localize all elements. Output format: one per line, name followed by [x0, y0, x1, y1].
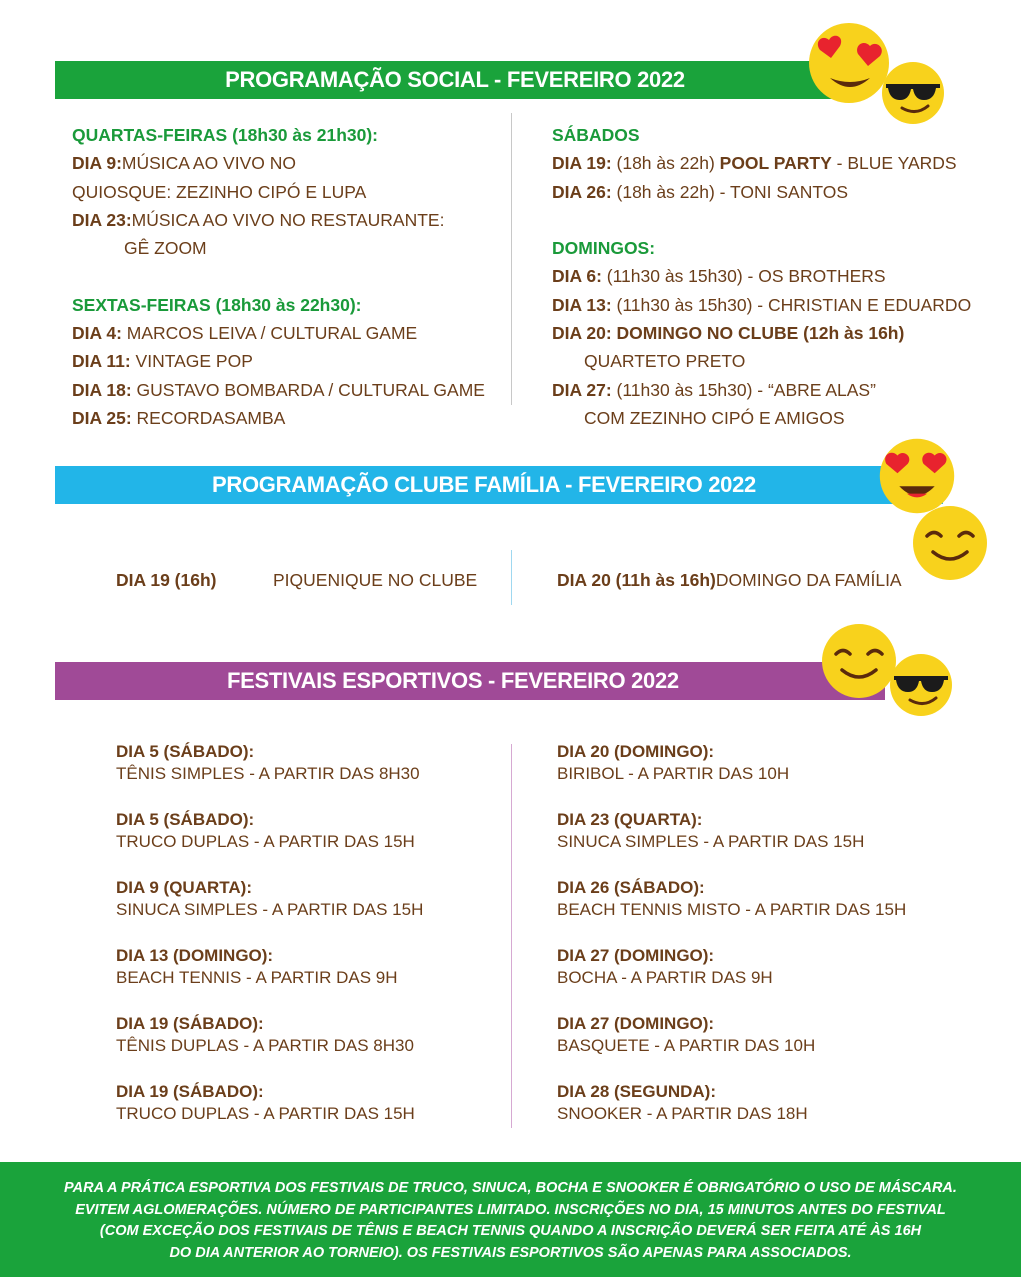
festival-text: SINUCA SIMPLES - A PARTIR DAS 15H — [557, 832, 865, 851]
festival-day: DIA 28 (SEGUNDA): — [557, 1082, 716, 1101]
sunglasses-emoji-icon — [888, 652, 954, 718]
dia-label: DIA 4: — [72, 323, 122, 343]
familia-column-divider — [511, 550, 512, 605]
festival-text: TRUCO DUPLAS - A PARTIR DAS 15H — [116, 832, 415, 851]
dia-label: DIA 6: — [552, 266, 602, 286]
familia-left-text: PIQUENIQUE NO CLUBE — [273, 570, 478, 590]
sextas-item — [72, 376, 485, 405]
festival-item — [116, 1013, 414, 1057]
social-column-divider — [511, 113, 512, 405]
familia-section-title: PROGRAMAÇÃO CLUBE FAMÍLIA - FEVEREIRO 2022 — [212, 472, 756, 497]
festivais-column-divider — [511, 744, 512, 1128]
quartas-dia23-line2: GÊ ZOOM — [124, 238, 207, 258]
event-text: GUSTAVO BOMBARDA / CULTURAL GAME — [131, 380, 485, 400]
smiling-emoji-icon — [911, 504, 989, 582]
quartas-dia23-line1 — [72, 206, 444, 235]
footer-line: (COM EXCEÇÃO DOS FESTIVAIS DE TÊNIS E BEACH TENNIS QUANDO A INSCRIÇÃO DEVERÁ SER FEITA ATÉ ÀS 16H — [99, 1223, 922, 1239]
festival-day: DIA 19 (SÁBADO): — [116, 1014, 264, 1033]
event-text: - BLUE YARDS — [831, 153, 957, 173]
social-section-title: PROGRAMAÇÃO SOCIAL - FEVEREIRO 2022 — [225, 67, 685, 92]
quartas-heading: QUARTAS-FEIRAS (18h30 às 21h30): — [72, 125, 379, 145]
dia-label: DIA 19: — [552, 153, 612, 173]
event-text: VINTAGE POP — [130, 351, 253, 371]
domingos-heading: DOMINGOS: — [552, 238, 656, 258]
event-text: RECORDASAMBA — [131, 408, 286, 428]
festival-day: DIA 5 (SÁBADO): — [116, 742, 255, 761]
domingos-dia13 — [552, 291, 971, 320]
quartas-dia9-line2: QUIOSQUE: ZEZINHO CIPÓ E LUPA — [72, 182, 367, 202]
sabados-dia19 — [552, 149, 957, 178]
dia-label: DIA 9: — [72, 153, 122, 173]
festival-item — [116, 741, 420, 785]
festival-item — [557, 741, 789, 785]
festival-day: DIA 9 (QUARTA): — [116, 878, 252, 897]
dia-label: DIA 11: — [72, 351, 131, 371]
festival-item — [557, 809, 864, 853]
festival-day: DIA 27 (DOMINGO): — [557, 1014, 715, 1033]
footer-line: DO DIA ANTERIOR AO TORNEIO). OS FESTIVAIS ESPORTIVOS SÃO APENAS PARA ASSOCIADOS. — [169, 1244, 852, 1261]
sextas-heading: SEXTAS-FEIRAS (18h30 às 22h30): — [72, 295, 362, 315]
festival-text: BIRIBOL - A PARTIR DAS 10H — [557, 764, 790, 783]
footer-line: PARA A PRÁTICA ESPORTIVA DOS FESTIVAIS DE TRUCO, SINUCA, BOCHA E SNOOKER É OBRIGATÓRIO O USO DE MÁSCARA. — [64, 1180, 957, 1196]
familia-section-header — [55, 466, 943, 504]
festival-day: DIA 27 (DOMINGO): — [557, 946, 715, 965]
festival-item — [557, 877, 906, 921]
event-text: MÚSICA AO VIVO NO RESTAURANTE: — [131, 210, 445, 230]
event-text: MARCOS LEIVA / CULTURAL GAME — [121, 323, 418, 343]
sabados-heading: SÁBADOS — [552, 125, 640, 145]
event-text: (18h às 22h) - TONI SANTOS — [611, 182, 849, 202]
domingos-dia20-text: QUARTETO PRETO — [584, 351, 746, 371]
sabados-dia26 — [552, 178, 848, 207]
festival-text: TÊNIS DUPLAS - A PARTIR DAS 8H30 — [116, 1036, 414, 1055]
festival-text: BEACH TENNIS - A PARTIR DAS 9H — [116, 968, 398, 987]
festival-item — [557, 1081, 808, 1125]
sextas-item — [72, 347, 253, 376]
domingos-dia20: DIA 20: DOMINGO NO CLUBE (12h às 16h) — [552, 323, 905, 343]
festival-item — [116, 1081, 415, 1125]
sextas-item — [72, 319, 417, 348]
festival-text: BOCHA - A PARTIR DAS 9H — [557, 968, 773, 987]
event-text: (11h30 às 15h30) - CHRISTIAN E EDUARDO — [611, 295, 972, 315]
social-section-header — [55, 61, 855, 99]
festival-text: SINUCA SIMPLES - A PARTIR DAS 15H — [116, 900, 424, 919]
festival-item — [557, 945, 773, 989]
festival-day: DIA 26 (SÁBADO): — [557, 878, 705, 897]
event-highlight: POOL PARTY — [719, 153, 832, 173]
festival-text: BASQUETE - A PARTIR DAS 10H — [557, 1036, 816, 1055]
event-text: (11h30 às 15h30) - “ABRE ALAS” — [611, 380, 876, 400]
dia-label: DIA 26: — [552, 182, 612, 202]
domingos-dia27-text: COM ZEZINHO CIPÓ E AMIGOS — [584, 408, 845, 428]
festival-text: TÊNIS SIMPLES - A PARTIR DAS 8H30 — [116, 764, 420, 783]
event-text: MÚSICA AO VIVO NO — [121, 153, 296, 173]
event-text: DOMINGO DA FAMÍLIA — [715, 570, 902, 590]
dia-label: DIA 25: — [72, 408, 132, 428]
event-text: (11h30 às 15h30) - OS BROTHERS — [601, 266, 886, 286]
sextas-item — [72, 404, 285, 433]
familia-left-label: DIA 19 (16h) — [116, 570, 217, 590]
festival-day: DIA 19 (SÁBADO): — [116, 1082, 264, 1101]
festival-day: DIA 23 (QUARTA): — [557, 810, 703, 829]
domingos-dia6 — [552, 262, 886, 291]
festival-text: SNOOKER - A PARTIR DAS 18H — [557, 1104, 808, 1123]
familia-right — [557, 566, 902, 595]
festivais-section-header — [55, 662, 885, 700]
dia-label: DIA 23: — [72, 210, 132, 230]
domingos-dia27 — [552, 376, 876, 405]
festival-item — [116, 945, 398, 989]
dia-label: DIA 18: — [72, 380, 132, 400]
dia-label: DIA 27: — [552, 380, 612, 400]
footer-notice — [0, 1162, 1021, 1277]
festival-day: DIA 20 (DOMINGO): — [557, 742, 715, 761]
festival-day: DIA 13 (DOMINGO): — [116, 946, 274, 965]
footer-line: EVITEM AGLOMERAÇÕES. NÚMERO DE PARTICIPANTES LIMITADO. INSCRIÇÕES NO DIA, 15 MINUTOS ANTES DO FESTIVAL — [75, 1201, 946, 1218]
festival-item — [557, 1013, 815, 1057]
festival-item — [116, 877, 423, 921]
festival-text: TRUCO DUPLAS - A PARTIR DAS 15H — [116, 1104, 415, 1123]
event-time: (18h às 22h) — [611, 153, 720, 173]
quartas-dia9-line1 — [72, 149, 296, 178]
sunglasses-emoji-icon — [880, 60, 946, 126]
dia-label: DIA 13: — [552, 295, 612, 315]
festival-text: BEACH TENNIS MISTO - A PARTIR DAS 15H — [557, 900, 907, 919]
festival-item — [116, 809, 415, 853]
festivais-section-title: FESTIVAIS ESPORTIVOS - FEVEREIRO 2022 — [227, 668, 679, 693]
festival-day: DIA 5 (SÁBADO): — [116, 810, 255, 829]
dia-label: DIA 20 (11h às 16h) — [557, 570, 716, 590]
smiling-emoji-icon — [820, 622, 898, 700]
